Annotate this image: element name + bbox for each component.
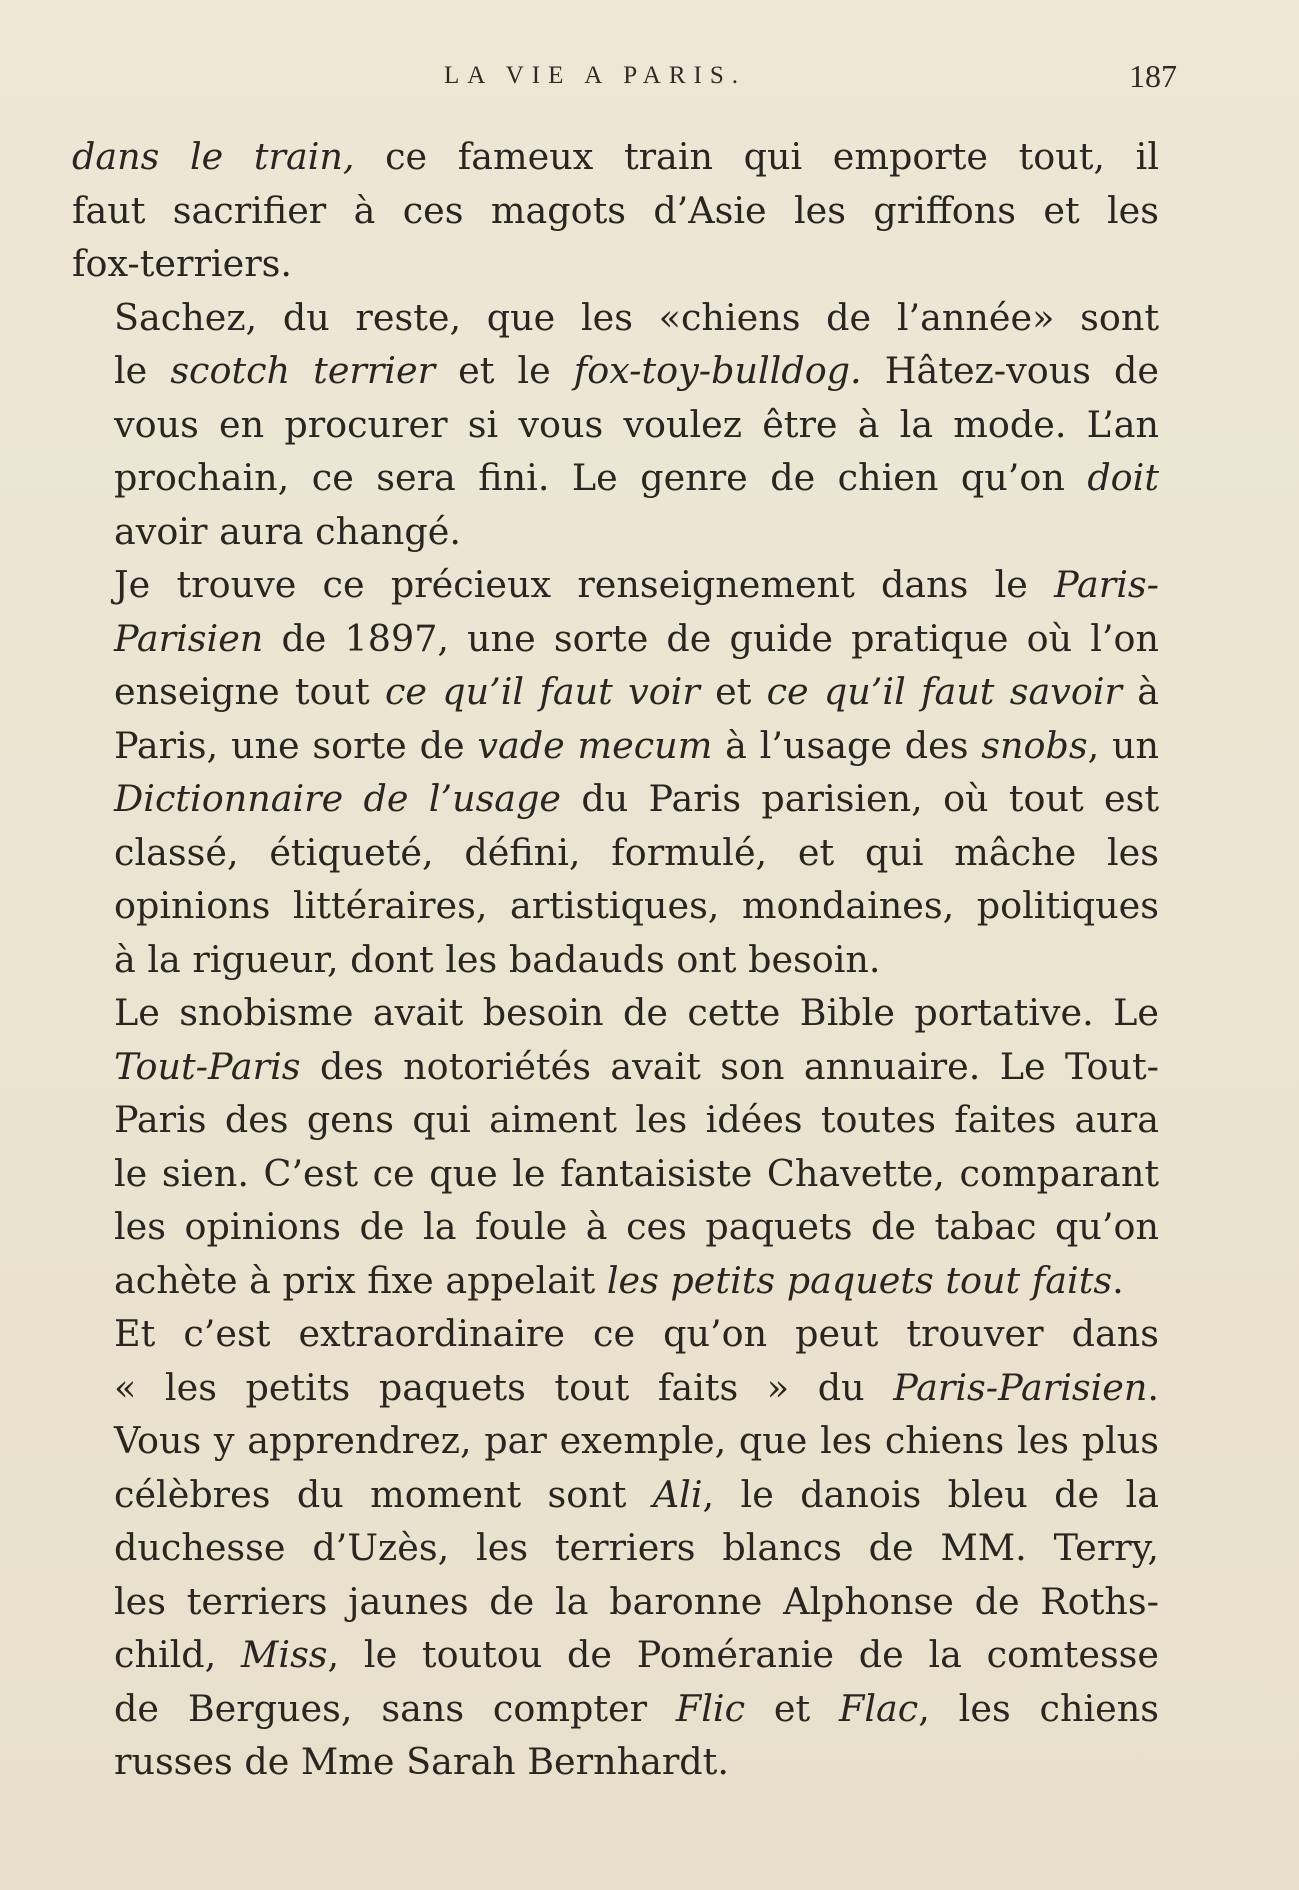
- text-line: [72, 1521, 1159, 1575]
- italic-text: Tout-Paris: [114, 1044, 301, 1088]
- text-line: [72, 1682, 1159, 1736]
- text-run: faut sacrifier à ces magots d’Asie les griffons et les: [72, 188, 1159, 232]
- text-run: à: [1121, 670, 1159, 713]
- paragraph: [72, 291, 1159, 559]
- text-line: [72, 1361, 1159, 1415]
- italic-text: Paris-: [1054, 563, 1159, 606]
- italic-text: Flic: [675, 1686, 746, 1730]
- italic-text: fox-toy-bulldog.: [573, 349, 862, 392]
- text-run: fox-terriers.: [72, 242, 292, 285]
- text-line: [72, 1414, 1159, 1468]
- text-run: Je trouve ce précieux renseignement dans le: [114, 563, 1055, 606]
- text-run: , le toutou de Poméranie de la comtesse: [327, 1633, 1160, 1676]
- italic-text: Dictionnaire de l’usage: [114, 777, 562, 820]
- page-number: 187: [1129, 58, 1177, 94]
- text-line: [72, 291, 1159, 345]
- text-run: Sachez, du reste, que les «chiens de l’année» sont: [114, 295, 1159, 339]
- text-run: les opinions de la foule à ces paquets de tabac qu’on: [114, 1205, 1159, 1248]
- text-run: des notoriétés avait son annuaire. Le Tout-: [300, 1044, 1159, 1088]
- text-run: et: [745, 1686, 840, 1730]
- text-line: [72, 505, 1159, 559]
- text-run: célèbres du moment sont: [114, 1472, 653, 1516]
- text-run: et: [699, 670, 767, 713]
- text-line: [72, 558, 1159, 612]
- text-run: vous en procurer si vous voulez être à la mode. L’an: [114, 402, 1159, 446]
- text-line: [72, 1147, 1159, 1201]
- italic-text: snobs: [981, 723, 1088, 767]
- text-line: [72, 451, 1159, 505]
- italic-text: doit: [1087, 456, 1159, 499]
- text-run: duchesse d’Uzès, les terriers blancs de MM. Terry,: [114, 1526, 1159, 1569]
- text-line: [72, 933, 1159, 987]
- italic-text: vade mecum: [477, 723, 713, 767]
- text-run: le: [114, 349, 171, 392]
- text-line: [72, 398, 1159, 452]
- text-run: avoir aura changé.: [114, 509, 461, 553]
- text-run: , un: [1087, 723, 1159, 767]
- italic-text: Parisien: [114, 616, 264, 660]
- text-line: [72, 1040, 1159, 1094]
- text-line: [72, 130, 1159, 184]
- italic-text: Ali: [652, 1472, 703, 1516]
- italic-text: scotch terrier: [170, 349, 436, 392]
- text-line: [72, 772, 1159, 826]
- text-run: , les chiens: [918, 1686, 1159, 1730]
- text-line: [72, 1575, 1159, 1629]
- text-run: du Paris parisien, où tout est: [561, 777, 1160, 820]
- text-run: les terriers jaunes de la baronne Alphonse de Roths-: [114, 1579, 1159, 1623]
- text-line: [72, 1307, 1159, 1361]
- text-run: à l’usage des: [712, 723, 982, 767]
- running-head: [72, 52, 1177, 102]
- text-run: et le: [435, 349, 574, 392]
- text-run: child,: [114, 1633, 242, 1676]
- text-run: Hâtez-vous de: [861, 349, 1159, 392]
- italic-text: ce qu’il faut voir: [384, 670, 700, 713]
- text-line: [72, 1468, 1159, 1522]
- text-run: Paris, une sorte de: [114, 723, 478, 767]
- text-line: [72, 1628, 1159, 1682]
- text-line: [72, 1254, 1159, 1308]
- running-title: LA VIE A PARIS.: [444, 62, 747, 89]
- text-run: de Bergues, sans compter: [114, 1686, 676, 1730]
- italic-text: les petits paquets tout faits: [606, 1258, 1113, 1302]
- text-run: prochain, ce sera fini. Le genre de chien qu’on: [114, 456, 1088, 499]
- text-run: Vous y apprendrez, par exemple, que les chiens les plus: [114, 1419, 1159, 1462]
- text-line: [72, 1735, 1159, 1789]
- paragraph: [72, 558, 1159, 986]
- italic-text: Miss: [241, 1633, 328, 1676]
- paragraph: [72, 130, 1159, 291]
- text-run: , le danois bleu de la: [702, 1472, 1159, 1516]
- text-run: russes de Mme Sarah Bernhardt.: [114, 1740, 729, 1783]
- italic-text: Paris-Parisien: [893, 1365, 1148, 1409]
- text-line: [72, 344, 1159, 398]
- italic-text: ce qu’il faut savoir: [766, 670, 1122, 713]
- text-line: [72, 612, 1159, 666]
- text-run: Le snobisme avait besoin de cette Bible portative. Le: [114, 991, 1159, 1034]
- body-text: [72, 130, 1159, 1789]
- text-line: [72, 719, 1159, 773]
- text-run: le sien. C’est ce que le fantaisiste Chavette, comparant: [114, 1151, 1159, 1195]
- text-line: [72, 1093, 1159, 1147]
- text-run: enseigne tout: [114, 670, 385, 713]
- text-run: classé, étiqueté, défini, formulé, et qui mâche les: [114, 830, 1159, 874]
- text-run: .: [1112, 1258, 1124, 1302]
- text-line: [72, 986, 1159, 1040]
- text-run: .: [1147, 1365, 1159, 1409]
- text-run: Et c’est extraordinaire ce qu’on peut trouver dans: [114, 1312, 1159, 1355]
- paragraph: [72, 1307, 1159, 1789]
- text-line: [72, 879, 1159, 933]
- italic-text: Flac: [839, 1686, 919, 1730]
- text-line: [72, 826, 1159, 880]
- text-run: Paris des gens qui aiment les idées toutes faites aura: [114, 1098, 1159, 1141]
- text-run: de 1897, une sorte de guide pratique où l’on: [263, 616, 1159, 660]
- text-line: [72, 1200, 1159, 1254]
- text-line: [72, 665, 1159, 719]
- paragraph: [72, 986, 1159, 1307]
- text-run: à la rigueur, dont les badauds ont besoin.: [114, 937, 881, 981]
- text-run: opinions littéraires, artistiques, mondaines, politiques: [114, 884, 1159, 927]
- text-run: ce fameux train qui emporte tout, il: [354, 135, 1159, 178]
- italic-text: dans le train,: [72, 135, 355, 178]
- text-line: [72, 184, 1159, 238]
- text-run: « les petits paquets tout faits » du: [114, 1365, 894, 1409]
- text-line: [72, 237, 1159, 291]
- text-run: achète à prix fixe appelait: [114, 1258, 607, 1302]
